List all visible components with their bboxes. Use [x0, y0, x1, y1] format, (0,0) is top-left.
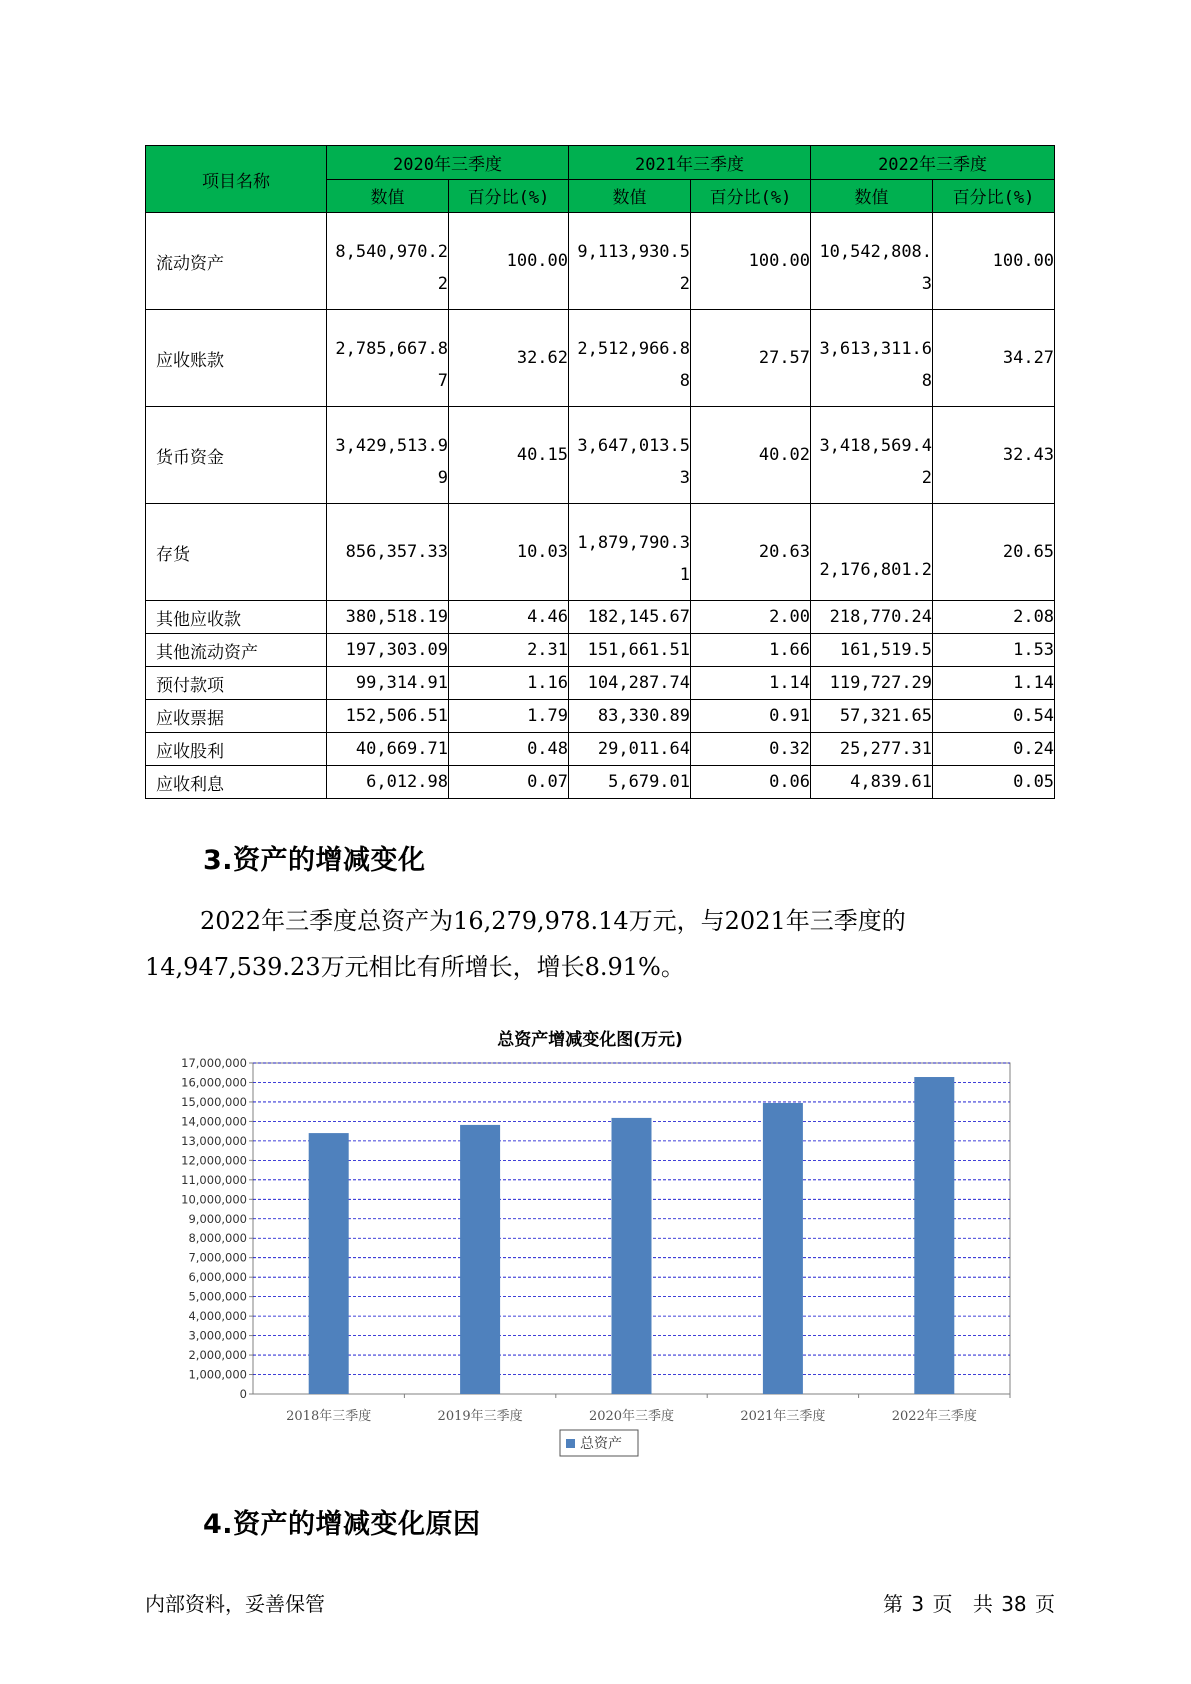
percent-cell: 20.63 — [691, 504, 811, 601]
percent-cell: 100.00 — [691, 213, 811, 310]
bar — [460, 1125, 500, 1394]
x-tick-label: 2019年三季度 — [437, 1409, 523, 1424]
percent-cell: 1.53 — [933, 634, 1055, 667]
header-period-2022: 2022年三季度 — [811, 146, 1055, 180]
percent-cell: 0.91 — [691, 700, 811, 733]
header-value: 数值 — [811, 179, 933, 213]
current-assets-table — [145, 145, 1055, 799]
legend-swatch — [566, 1439, 575, 1448]
value-cell: 197,303.09 — [327, 634, 449, 667]
y-tick-label: 16,000,000 — [181, 1075, 247, 1090]
percent-cell: 2.31 — [449, 634, 569, 667]
row-label: 应收利息 — [146, 766, 327, 799]
value-cell: 119,727.29 — [811, 667, 933, 700]
percent-cell: 2.00 — [691, 601, 811, 634]
value-cell: 25,277.31 — [811, 733, 933, 766]
paragraph-line-1: 2022年三季度总资产为16,279,978.14万元，与2021年三季度的 — [200, 907, 906, 935]
footer-page-number: 第 3 页 共 38 页 — [883, 1592, 1055, 1616]
y-tick-label: 7,000,000 — [188, 1250, 247, 1265]
value-cell: 218,770.24 — [811, 601, 933, 634]
value-cell: 2,512,966.88 — [569, 310, 691, 407]
x-tick-label: 2018年三季度 — [286, 1409, 372, 1424]
table-row — [146, 766, 1055, 799]
table-row — [146, 733, 1055, 766]
value-cell: 4,839.61 — [811, 766, 933, 799]
percent-cell: 0.48 — [449, 733, 569, 766]
percent-cell: 2.08 — [933, 601, 1055, 634]
y-tick-label: 12,000,000 — [181, 1153, 247, 1168]
paragraph-line-2: 14,947,539.23万元相比有所增长，增长8.91%。 — [145, 953, 685, 981]
y-tick-label: 4,000,000 — [188, 1309, 247, 1324]
row-label: 应收股利 — [146, 733, 327, 766]
value-cell: 152,506.51 — [327, 700, 449, 733]
y-tick-label: 8,000,000 — [188, 1231, 247, 1246]
percent-cell: 32.62 — [449, 310, 569, 407]
y-tick-label: 9,000,000 — [188, 1211, 247, 1226]
percent-cell: 100.00 — [933, 213, 1055, 310]
header-percent: 百分比(%) — [933, 179, 1055, 213]
y-tick-label: 1,000,000 — [188, 1367, 247, 1382]
percent-cell: 27.57 — [691, 310, 811, 407]
percent-cell: 1.66 — [691, 634, 811, 667]
y-tick-label: 11,000,000 — [181, 1172, 247, 1187]
chart-legend — [560, 1430, 638, 1456]
value-cell: 3,429,513.99 — [327, 407, 449, 504]
header-period-2020: 2020年三季度 — [327, 146, 569, 180]
y-tick-label: 13,000,000 — [181, 1133, 247, 1148]
row-label: 其他流动资产 — [146, 634, 327, 667]
percent-cell: 0.06 — [691, 766, 811, 799]
x-tick-label: 2020年三季度 — [588, 1409, 675, 1424]
value-cell: 3,647,013.53 — [569, 407, 691, 504]
bar — [612, 1118, 652, 1394]
value-cell: 10,542,808.3 — [811, 213, 933, 310]
percent-cell: 34.27 — [933, 310, 1055, 407]
table-row — [146, 504, 1055, 601]
row-label: 存货 — [146, 504, 327, 601]
percent-cell: 40.02 — [691, 407, 811, 504]
table-body — [146, 213, 1055, 799]
total-assets-chart — [150, 1015, 1030, 1465]
summary-paragraph — [145, 898, 1055, 990]
y-tick-label: 14,000,000 — [181, 1114, 247, 1129]
value-cell: 29,011.64 — [569, 733, 691, 766]
table-row — [146, 700, 1055, 733]
header-item-name: 项目名称 — [146, 146, 327, 213]
percent-cell: 0.24 — [933, 733, 1055, 766]
row-label: 预付款项 — [146, 667, 327, 700]
percent-cell: 100.00 — [449, 213, 569, 310]
y-tick-label: 15,000,000 — [181, 1094, 247, 1109]
percent-cell: 0.07 — [449, 766, 569, 799]
bar — [763, 1103, 803, 1394]
value-cell: 380,518.19 — [327, 601, 449, 634]
value-cell: 151,661.51 — [569, 634, 691, 667]
value-cell: 6,012.98 — [327, 766, 449, 799]
row-label: 流动资产 — [146, 213, 327, 310]
y-tick-label: 0 — [239, 1387, 247, 1401]
chart-title: 总资产增减变化图(万元) — [497, 1030, 683, 1050]
row-label: 货币资金 — [146, 407, 327, 504]
percent-cell: 1.14 — [691, 667, 811, 700]
percent-cell: 40.15 — [449, 407, 569, 504]
value-cell: 161,519.5 — [811, 634, 933, 667]
header-period-2021: 2021年三季度 — [569, 146, 811, 180]
footer-confidential-note: 内部资料，妥善保管 — [145, 1592, 325, 1616]
value-cell: 57,321.65 — [811, 700, 933, 733]
value-cell: 40,669.71 — [327, 733, 449, 766]
value-cell: 2,785,667.87 — [327, 310, 449, 407]
percent-cell: 0.05 — [933, 766, 1055, 799]
percent-cell: 1.79 — [449, 700, 569, 733]
value-cell: 3,418,569.42 — [811, 407, 933, 504]
table-row — [146, 213, 1055, 310]
table-row — [146, 634, 1055, 667]
percent-cell: 20.65 — [933, 504, 1055, 601]
y-tick-label: 5,000,000 — [188, 1289, 247, 1304]
value-cell: 9,113,930.52 — [569, 213, 691, 310]
value-cell: 5,679.01 — [569, 766, 691, 799]
percent-cell: 1.14 — [933, 667, 1055, 700]
x-tick-label: 2022年三季度 — [891, 1409, 977, 1424]
value-cell: 83,330.89 — [569, 700, 691, 733]
header-value: 数值 — [327, 179, 449, 213]
section-heading-3: 3.资产的增减变化 — [203, 845, 426, 876]
percent-cell: 1.16 — [449, 667, 569, 700]
y-tick-label: 6,000,000 — [188, 1270, 247, 1285]
table-row — [146, 407, 1055, 504]
y-tick-label: 17,000,000 — [181, 1056, 247, 1070]
value-cell: 8,540,970.22 — [327, 213, 449, 310]
value-cell: 1,879,790.31 — [569, 504, 691, 601]
bar — [914, 1077, 954, 1394]
percent-cell: 0.54 — [933, 700, 1055, 733]
chart-canvas — [150, 1015, 1030, 1465]
percent-cell: 4.46 — [449, 601, 569, 634]
table-row — [146, 601, 1055, 634]
percent-cell: 10.03 — [449, 504, 569, 601]
row-label: 其他应收款 — [146, 601, 327, 634]
legend-label: 总资产 — [580, 1436, 622, 1452]
header-value: 数值 — [569, 179, 691, 213]
section-heading-4: 4.资产的增减变化原因 — [203, 1509, 481, 1540]
value-cell: 99,314.91 — [327, 667, 449, 700]
y-tick-label: 3,000,000 — [188, 1328, 247, 1343]
y-tick-label: 10,000,000 — [181, 1192, 247, 1207]
x-tick-label: 2021年三季度 — [740, 1409, 826, 1424]
value-cell: 3,613,311.68 — [811, 310, 933, 407]
table-row — [146, 667, 1055, 700]
bar — [309, 1133, 349, 1394]
row-label: 应收账款 — [146, 310, 327, 407]
header-percent: 百分比(%) — [449, 179, 569, 213]
y-tick-label: 2,000,000 — [188, 1348, 247, 1363]
value-cell: 2,176,801.2 — [811, 504, 933, 601]
value-cell: 182,145.67 — [569, 601, 691, 634]
row-label: 应收票据 — [146, 700, 327, 733]
percent-cell: 32.43 — [933, 407, 1055, 504]
header-percent: 百分比(%) — [691, 179, 811, 213]
percent-cell: 0.32 — [691, 733, 811, 766]
value-cell: 104,287.74 — [569, 667, 691, 700]
value-cell: 856,357.33 — [327, 504, 449, 601]
table-row — [146, 310, 1055, 407]
